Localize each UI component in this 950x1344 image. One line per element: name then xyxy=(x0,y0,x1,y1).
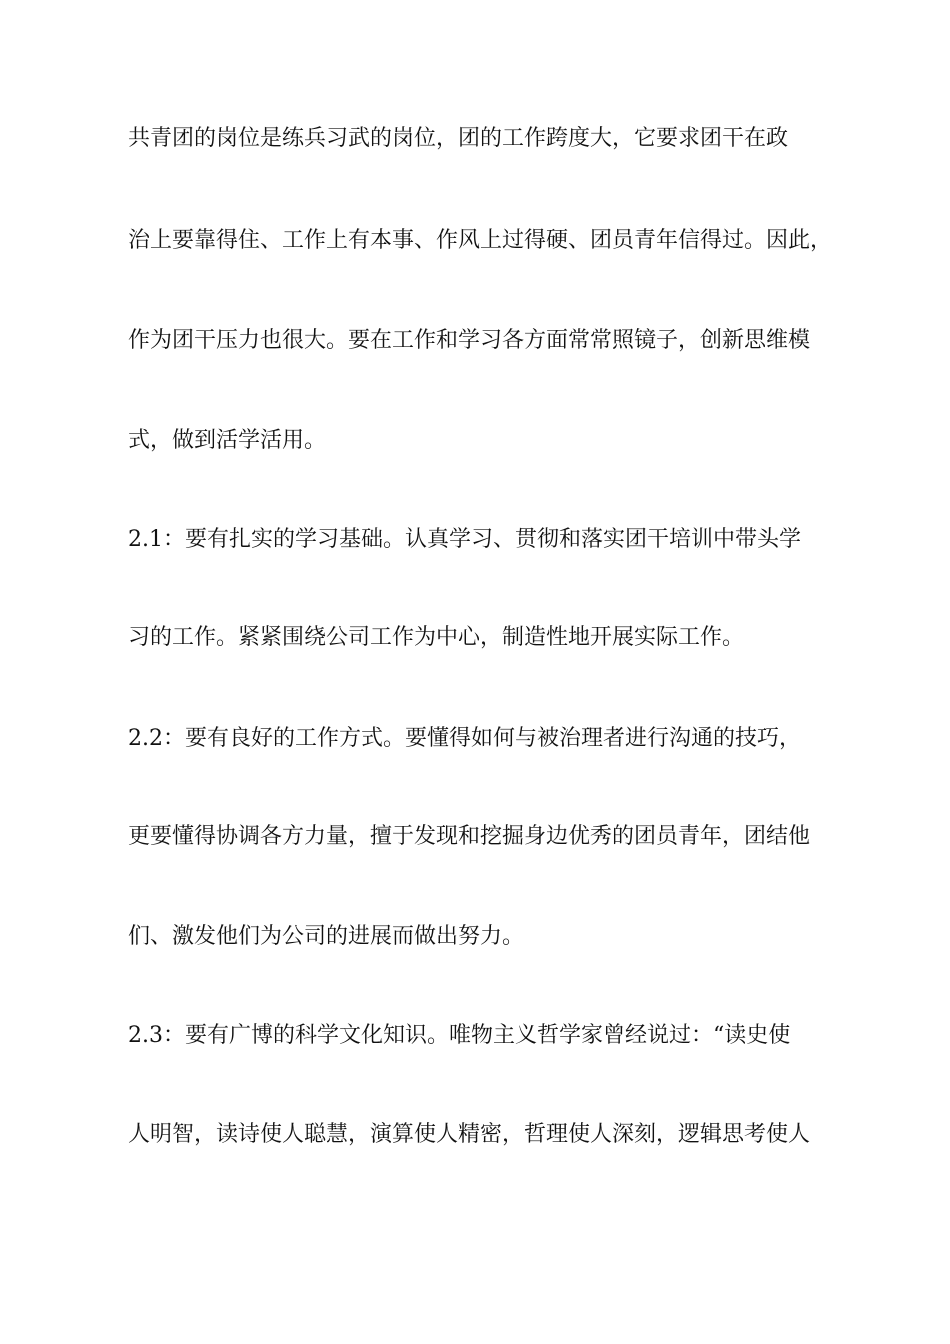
text-line-8: 更要懂得协调各方力量，擅于发现和挖掘身边优秀的团员青年，团结他 xyxy=(128,824,811,849)
text-line-10: 2.3：要有广博的科学文化知识。唯物主义哲学家曾经说过：“读史使 xyxy=(128,1023,791,1048)
text-line-9: 们、激发他们为公司的进展而做出努力。 xyxy=(128,924,525,949)
text-line-2: 治上要靠得住、工作上有本事、作风上过得硬、团员青年信得过。因此， xyxy=(128,228,833,253)
text-line-6: 习的工作。紧紧围绕公司工作为中心，制造性地开展实际工作。 xyxy=(128,625,745,650)
text-line-7: 2.2：要有良好的工作方式。要懂得如何与被治理者进行沟通的技巧， xyxy=(128,726,801,751)
text-line-3: 作为团干压力也很大。要在工作和学习各方面常常照镜子，创新思维模 xyxy=(128,328,811,353)
text-line-4: 式，做到活学活用。 xyxy=(128,428,327,453)
text-line-5: 2.1：要有扎实的学习基础。认真学习、贯彻和落实团干培训中带头学 xyxy=(128,527,801,552)
text-line-11: 人明智，读诗使人聪慧，演算使人精密，哲理使人深刻，逻辑思考使人 xyxy=(128,1122,811,1147)
text-line-1: 共青团的岗位是练兵习武的岗位，团的工作跨度大，它要求团干在政 xyxy=(128,126,789,151)
